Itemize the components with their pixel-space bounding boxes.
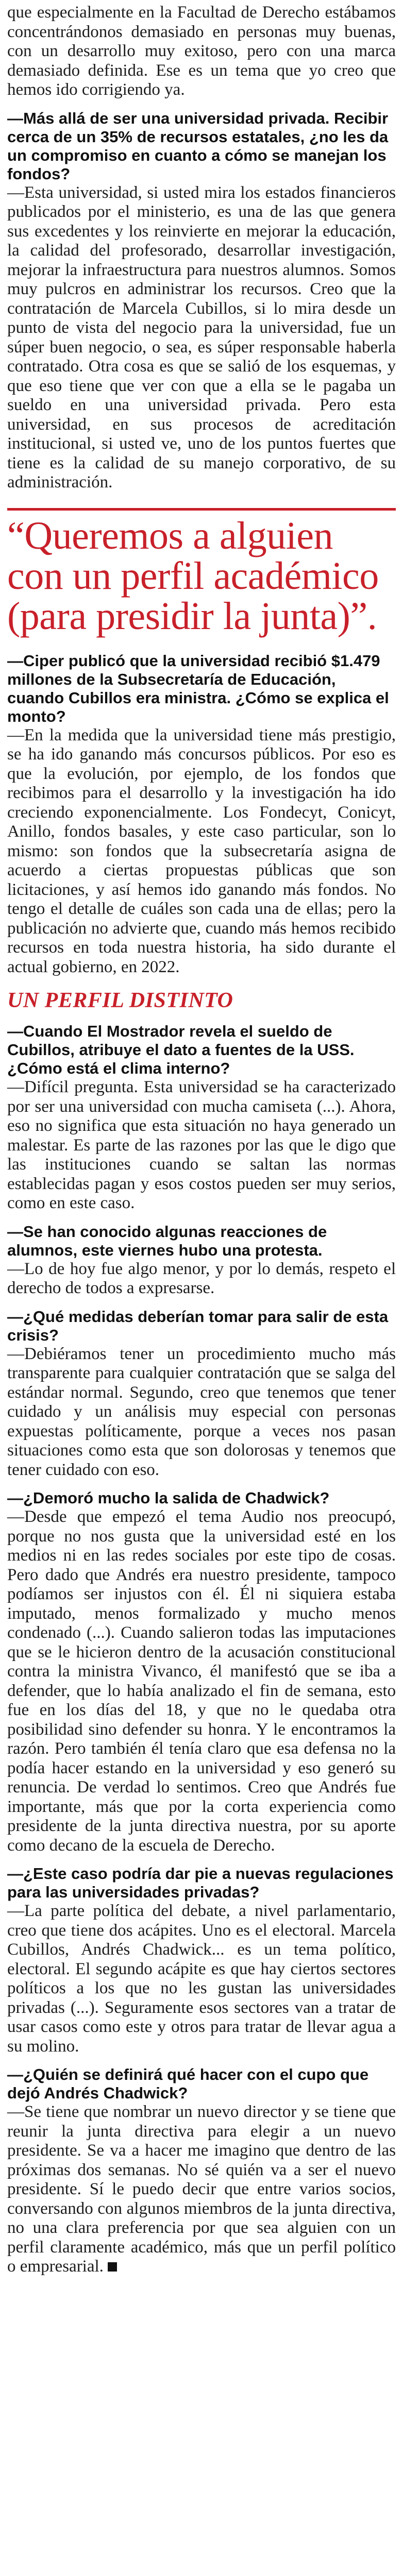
answer-funds: —Esta universidad, si usted mira los estados financieros publicados por el ministerio, es una de las que genera sus excedentes y los reinvierte en mejorar la educación, la calidad del profesorado, desarrollar investigación, mejorar la infraestructura para nuestros alumnos. Somos muy pulcros en administrar los recursos. Creo que la contratación de Marcela Cubillos, si lo mira desde un punto de vista del negocio para la universidad, fue un súper buen negocio, o sea, es súper responsable haberla contratado. Otra cosa es que se salió de los esquemas, y que eso tiene que ver con que a ella se le pagaba un sueldo en una universidad privada. Pero esta universidad, en sus procesos de acreditación institucional, si usted ve, uno de los puntos fuertes que tiene es la calidad de su manejo corporativo, de su administración. (7, 183, 396, 492)
answer-ciper: —En la medida que la universidad tiene más prestigio, se ha ido ganando más concursos públicos. Por eso es que la evolución, por ejemplo, de los fondos que recibimos para el desarrollo y la investigación ha ido creciendo exponencialmente. Los Fondecyt, Conicyt, Anillo, fondos basales, y este caso particular, son lo mismo: son fondos que la subsecretaría asigna de acuerdo a ciertas propuestas públicas que son licitaciones, y así hemos ido ganando más fondos. No tengo el detalle de cuáles son cada una de ellas; pero la publicación no advierte que, cuando más hemos recibido recursos en toda nuestra historia, ha sido durante el actual gobierno, en 2022. (7, 725, 396, 976)
qa-block-chadwick-exit (7, 1489, 396, 1855)
question-regulation: —¿Este caso podría dar pie a nuevas regulaciones para las universidades privadas? (7, 1865, 394, 1901)
qa-block-measures (7, 1308, 396, 1480)
qa-block-climate (7, 1022, 396, 1213)
answer-protest: —Lo de hoy fue algo menor, y por lo demás, respeto el derecho de todos a expresarse. (7, 1259, 396, 1297)
article-body (7, 0, 396, 2277)
question-successor: —¿Quién se definirá qué hacer con el cupo que dejó Andrés Chadwick? (7, 2065, 369, 2102)
question-protest: —Se han conocido algunas reacciones de alumnos, este viernes hubo una protesta. (7, 1222, 327, 1259)
intro-paragraph: que especialmente en la Facultad de Derecho estábamos concentrándonos demasiado en personas muy buenas, con un desarrollo muy exitoso, pero con una marca demasiado definida. Ese es un tema que yo creo que hemos ido corrigiendo ya. (7, 3, 396, 99)
question-chadwick-exit: —¿Demoró mucho la salida de Chadwick? (7, 1489, 330, 1507)
section-subhead: UN PERFIL DISTINTO (7, 989, 233, 1012)
question-measures: —¿Qué medidas deberían tomar para salir de esta crisis? (7, 1307, 389, 1344)
qa-block-protest (7, 1223, 396, 1298)
answer-climate: —Difícil pregunta. Esta universidad se ha caracterizado por ser una universidad con mucha camiseta (...). Ahora, eso no significa que esta situación no haya generado un malestar. Es parte de las razones por las que le digo que las instituciones cuando se saltan las normas establecidas pagan y esos costos pueden ser muy serios, como en este caso. (7, 1078, 396, 1212)
pull-quote-block (7, 508, 396, 636)
qa-block-successor (7, 2065, 396, 2277)
answer-chadwick-exit: —Desde que empezó el tema Audio nos preocupó, porque no nos gusta que la universidad esté en los medios ni en las redes sociales por este tipo de cosas. Pero dado que Andrés era nuestro presidente, tampoco podíamos ser injustos con él. Él ni siquiera estaba imputado, menos formalizado y mucho menos condenado (...). Cuando salieron todas las imputaciones que se le hicieron dentro de la acusación constitucional contra la ministra Vivanco, él manifestó que se iba a defender, que lo había analizado el fin de semana, esto fue en los días del 18, y que no le quedaba otra posibilidad sino defender su honra. Y le encontramos la razón. Pero también él tenía claro que esa defensa no la podía hacer estando en la universidad y eso generó su renuncia. De verdad lo sentimos. Creo que Andrés fue importante, más que por la corta experiencia como presidente de la junta directiva nuestra, por su aporte como decano de la escuela de Derecho. (7, 1507, 396, 1855)
qa-block-funds (7, 109, 396, 493)
qa-block-regulation (7, 1865, 396, 2056)
pull-quote: “Queremos a alguien con un perfil académico (para presidir la junta)”. (7, 514, 379, 638)
answer-measures: —Debiéramos tener un procedimiento mucho más transparente para cualquier contratación que se salga del estándar normal. Segundo, creo que tenemos que tener cuidado y un análisis muy especial con personas expuestas políticamente, porque a veces nos pasan situaciones como esta que son dolorosas y tenemos que tener cuidado con eso. (7, 1344, 396, 1479)
question-climate: —Cuando El Mostrador revela el sueldo de Cubillos, atribuye el dato a fuentes de la USS. ¿Cómo está el clima interno? (7, 1022, 355, 1077)
answer-regulation: —La parte política del debate, a nivel parlamentario, creo que tiene dos acápites. Uno es el electoral. Marcela Cubillos, Andrés Chadwick... es un tema político, electoral. El segundo acápite es que hay ciertos sectores políticos a los que no les gustan las universidades privadas (...). Seguramente esos sectores van a tratar de usar casos como este y otros para tratar de llevar agua a su molino. (7, 1902, 396, 2056)
question-funds: —Más allá de ser una universidad privada. Recibir cerca de un 35% de recursos estatales, ¿no les da un compromiso en cuanto a cómo se manejan los fondos? (7, 109, 389, 183)
qa-block-ciper (7, 652, 396, 977)
answer-successor: —Se tiene que nombrar un nuevo director y se tiene que reunir la junta directiva para elegir a un nuevo presidente. Se va a hacer me imagino que dentro de las próximas dos semanas. No sé quién va a ser el nuevo presidente. Sí le puedo decir que entre varios socios, conversando con algunos miembros de la junta directiva, no una clara preferencia por que sea alguien con un perfil claramente académico, más que un perfil político o empresarial. (7, 2103, 396, 2276)
end-of-article-mark (108, 2262, 117, 2272)
question-ciper: —Ciper publicó que la universidad recibió $1.479 millones de la Subsecretaría de Educación, cuando Cubillos era ministra. ¿Cómo se explica el monto? (7, 651, 389, 725)
answer-successor-wrapper (7, 2103, 396, 2277)
